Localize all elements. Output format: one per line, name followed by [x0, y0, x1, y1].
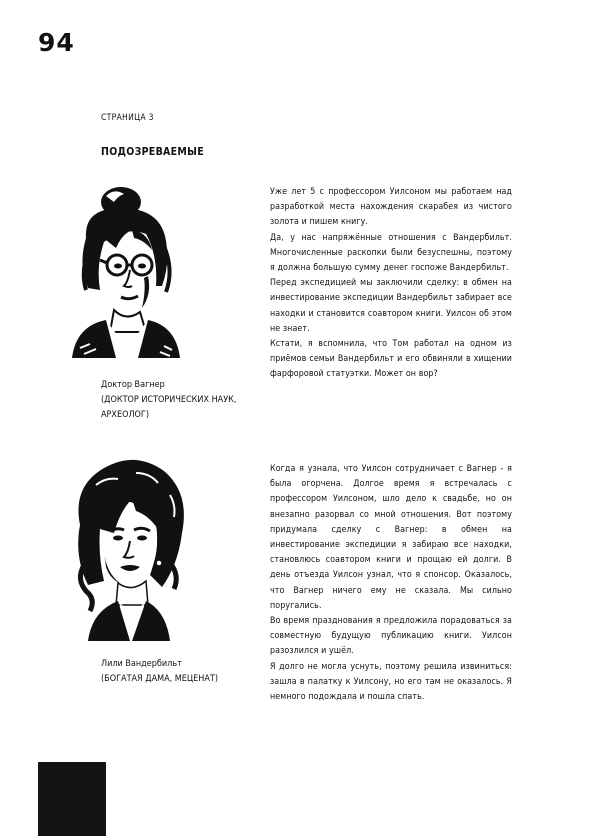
- suspect-role: (ДОКТОР ИСТОРИЧЕСКИХ НАУК, АРХЕОЛОГ): [101, 395, 237, 420]
- section-title: ПОДОЗРЕВАЕМЫЕ: [101, 146, 204, 158]
- statement-paragraph: Уже лет 5 с профессором Уилсоном мы работаем над разработкой места нахождения скарабея из чистого золота и пишем книгу.: [270, 187, 512, 228]
- suspect-caption-wagner: [101, 378, 241, 423]
- suspect-statement-vanderbilt: [270, 462, 512, 705]
- statement-paragraph: Во время празднования я предложила порадоваться за совместную будущую публикацию книги. Уилсон разозлился и ушёл.: [270, 616, 512, 657]
- suspect-role: (БОГАТАЯ ДАМА, МЕЦЕНАТ): [101, 674, 219, 684]
- suspect-name: Лили Вандербильт: [101, 659, 182, 669]
- section-label: СТРАНИЦА 3: [101, 113, 154, 123]
- portrait-wagner-image: [66, 186, 186, 358]
- statement-paragraph: Когда я узнала, что Уилсон сотрудничает с Вагнер - я была огорчена. Долгое время я встречалась с профессором Уилсоном, шло дело к свадьбе, но он внезапно разорвал со мной отношения. Вот поэтому придумала сделку с Вагнер: в обмен на инвестирование экспедиции я забираю все находки, становлюсь соавтором книги и прощаю ей долги. В день отъезда Уилсон узнал, что я спонсор. Оказалось, что Вагнер ничего ему не сказала. Мы сильно поругались.: [270, 464, 512, 611]
- statement-paragraph: Да, у нас напряжённые отношения с Вандербильт. Многочисленные раскопки были безуспешны, поэтому я должна большую сумму денег госпоже Вандербильт.: [270, 232, 512, 274]
- suspect-caption-vanderbilt: [101, 657, 241, 687]
- statement-paragraph: Перед экспедицией мы заключили сделку: в обмен на инвестирование экспедиции Вандербильт забирает все находки и становится соавтором книги. Уилсон об этом не знает.: [270, 278, 512, 334]
- suspect-statement-wagner: [270, 185, 512, 383]
- suspect-name: Доктор Вагнер: [101, 380, 165, 390]
- statement-paragraph: Кстати, я вспомнила, что Том работал на одном из приёмов семьи Вандербильт и его обвиняли в хищении фарфоровой статуэтки. Может он вор?: [270, 339, 512, 380]
- statement-paragraph: Я долго не могла уснуть, поэтому решила извиниться: зашла в палатку к Уилсону, но его там не оказалось. Я немного подождала и пошла спать.: [270, 661, 512, 703]
- decorative-corner-block: [38, 762, 106, 836]
- page-number: 94: [38, 28, 75, 57]
- portrait-vanderbilt-image: [66, 455, 192, 641]
